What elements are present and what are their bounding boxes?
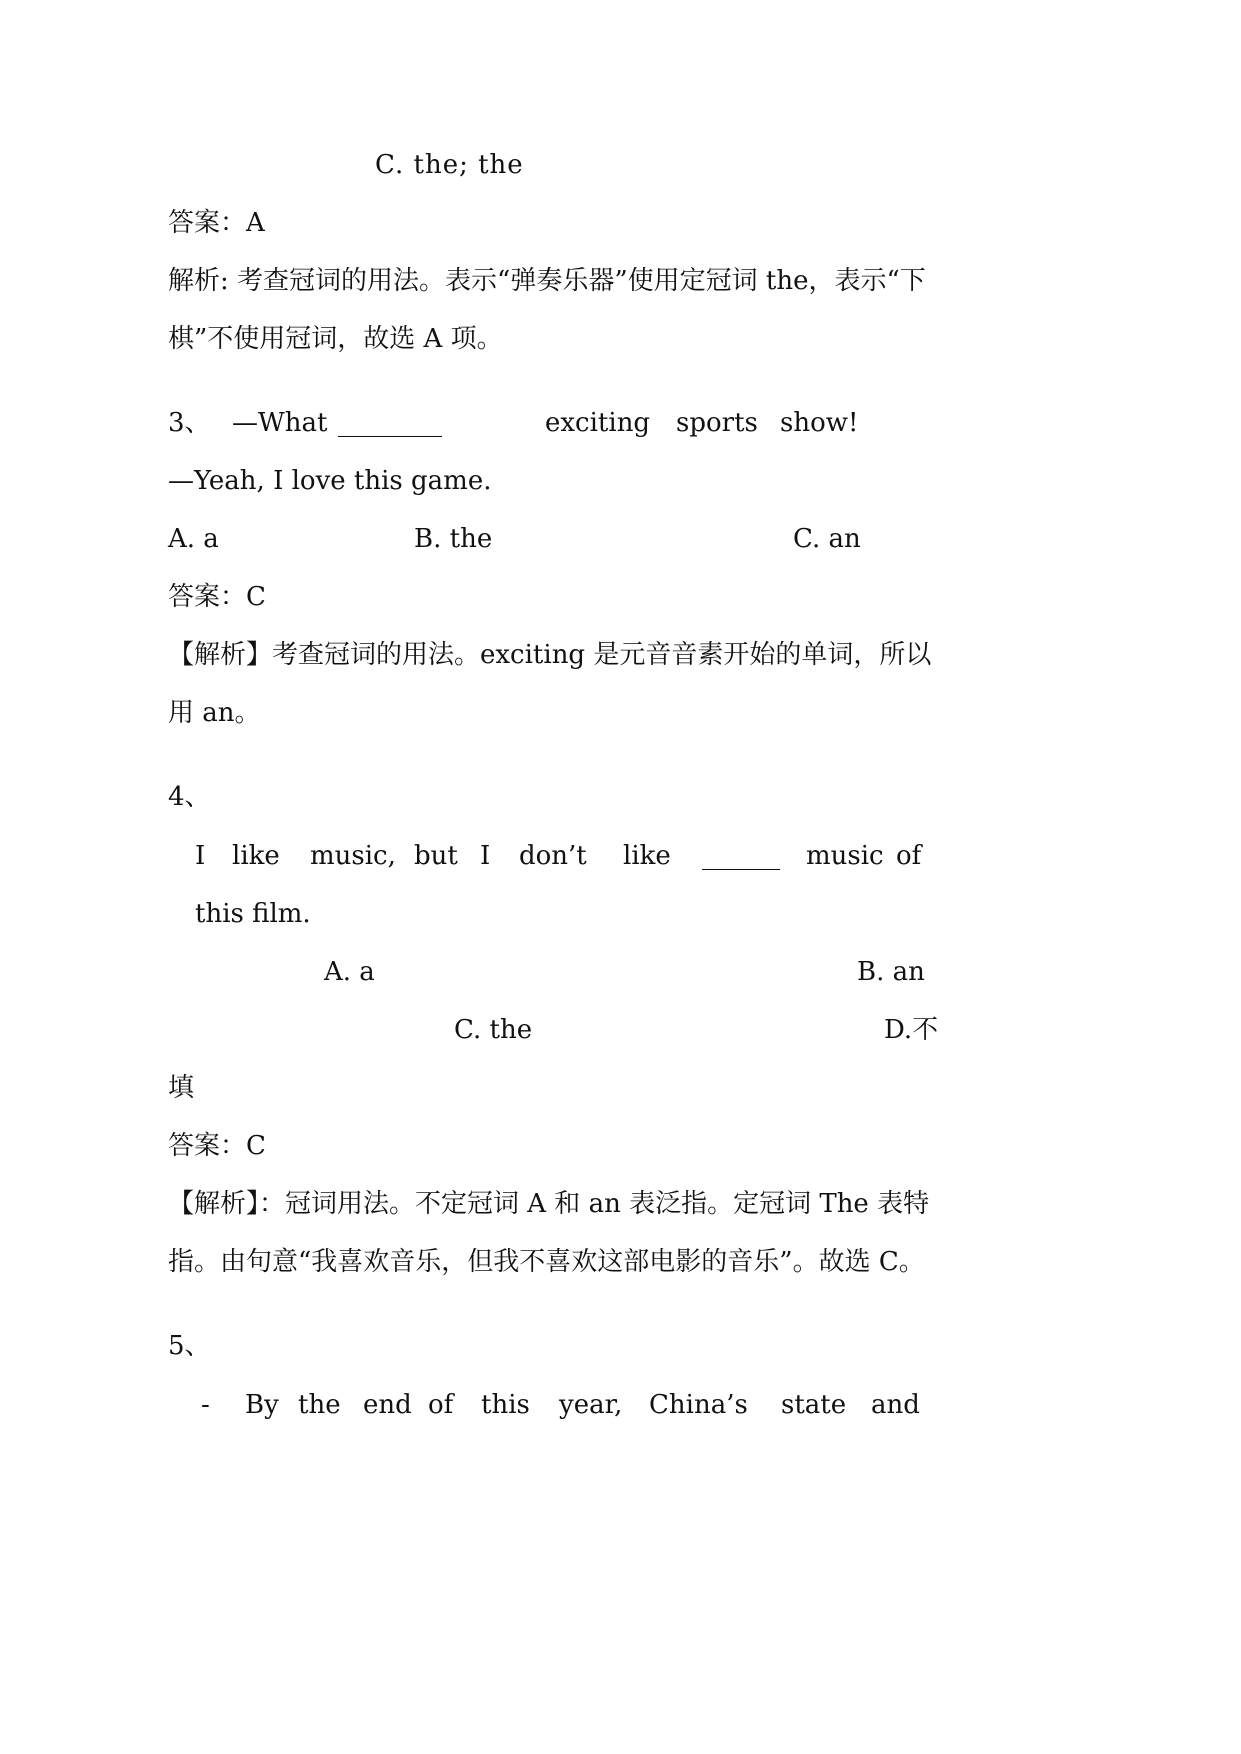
q4-word: don’t: [519, 841, 587, 871]
q3-option-b: B. the: [414, 524, 493, 554]
q4-word: I: [480, 841, 491, 871]
q3-analysis-line1: 【解析】考查冠词的用法。exciting 是元音音素开始的单词，所以: [168, 640, 932, 670]
q4-option-c: C. the: [454, 1015, 533, 1045]
q5-word: By: [245, 1390, 279, 1420]
q3-answer: 答案：C: [168, 582, 266, 612]
q5-word: of: [428, 1390, 454, 1420]
q3-analysis-line2: 用 an。: [168, 698, 261, 728]
q5-word: -: [201, 1390, 210, 1420]
q4-answer: 答案：C: [168, 1131, 266, 1161]
q2-answer: 答案：A: [168, 208, 265, 238]
q3-stem-show: show!: [780, 408, 859, 438]
q4-word: of: [896, 841, 922, 871]
q4-option-d-wrap: 填: [168, 1073, 195, 1103]
q3-option-c: C. an: [793, 524, 861, 554]
q4-option-d: D.不: [884, 1015, 939, 1045]
q2-analysis-line2: 棋”不使用冠词，故选 A 项。: [168, 324, 503, 354]
q4-word: like: [232, 841, 280, 871]
q5-word: and: [871, 1390, 920, 1420]
q4-option-b: B. an: [857, 957, 925, 987]
q3-option-a: A. a: [168, 524, 219, 554]
q2-option-c: C. the; the: [375, 150, 524, 180]
q5-number: 5、: [168, 1331, 211, 1361]
q4-word: like: [623, 841, 671, 871]
q4-word: music: [806, 841, 884, 871]
q4-stem-line2: this film.: [195, 899, 311, 929]
q4-number: 4、: [168, 782, 211, 812]
q4-word: but: [414, 841, 458, 871]
q4-option-a: A. a: [324, 957, 375, 987]
q4-analysis-line2: 指。由句意“我喜欢音乐，但我不喜欢这部电影的音乐”。故选 C。: [168, 1247, 925, 1277]
q4-word: I: [195, 841, 206, 871]
q3-stem-what: —What: [232, 408, 328, 438]
q3-number: 3、: [168, 408, 211, 438]
q2-analysis-line1: 解析: 考查冠词的用法。表示“弹奏乐器”使用定冠词 the，表示“下: [168, 266, 926, 296]
q3-reply: —Yeah, I love this game.: [168, 466, 492, 496]
q5-word: state: [781, 1390, 847, 1420]
q5-word: the: [298, 1390, 341, 1420]
q5-word: year,: [559, 1390, 623, 1420]
q5-word: end: [363, 1390, 412, 1420]
q4-blank: ______: [702, 841, 780, 871]
q4-analysis-line1: 【解析】：冠词用法。不定冠词 A 和 an 表泛指。定冠词 The 表特: [168, 1189, 930, 1219]
q3-stem-exciting: exciting: [545, 408, 651, 438]
q3-stem-sports: sports: [676, 408, 758, 438]
q5-word: China’s: [649, 1390, 748, 1420]
q5-word: this: [481, 1390, 530, 1420]
q3-blank: ________: [338, 408, 442, 438]
q4-word: music,: [310, 841, 396, 871]
